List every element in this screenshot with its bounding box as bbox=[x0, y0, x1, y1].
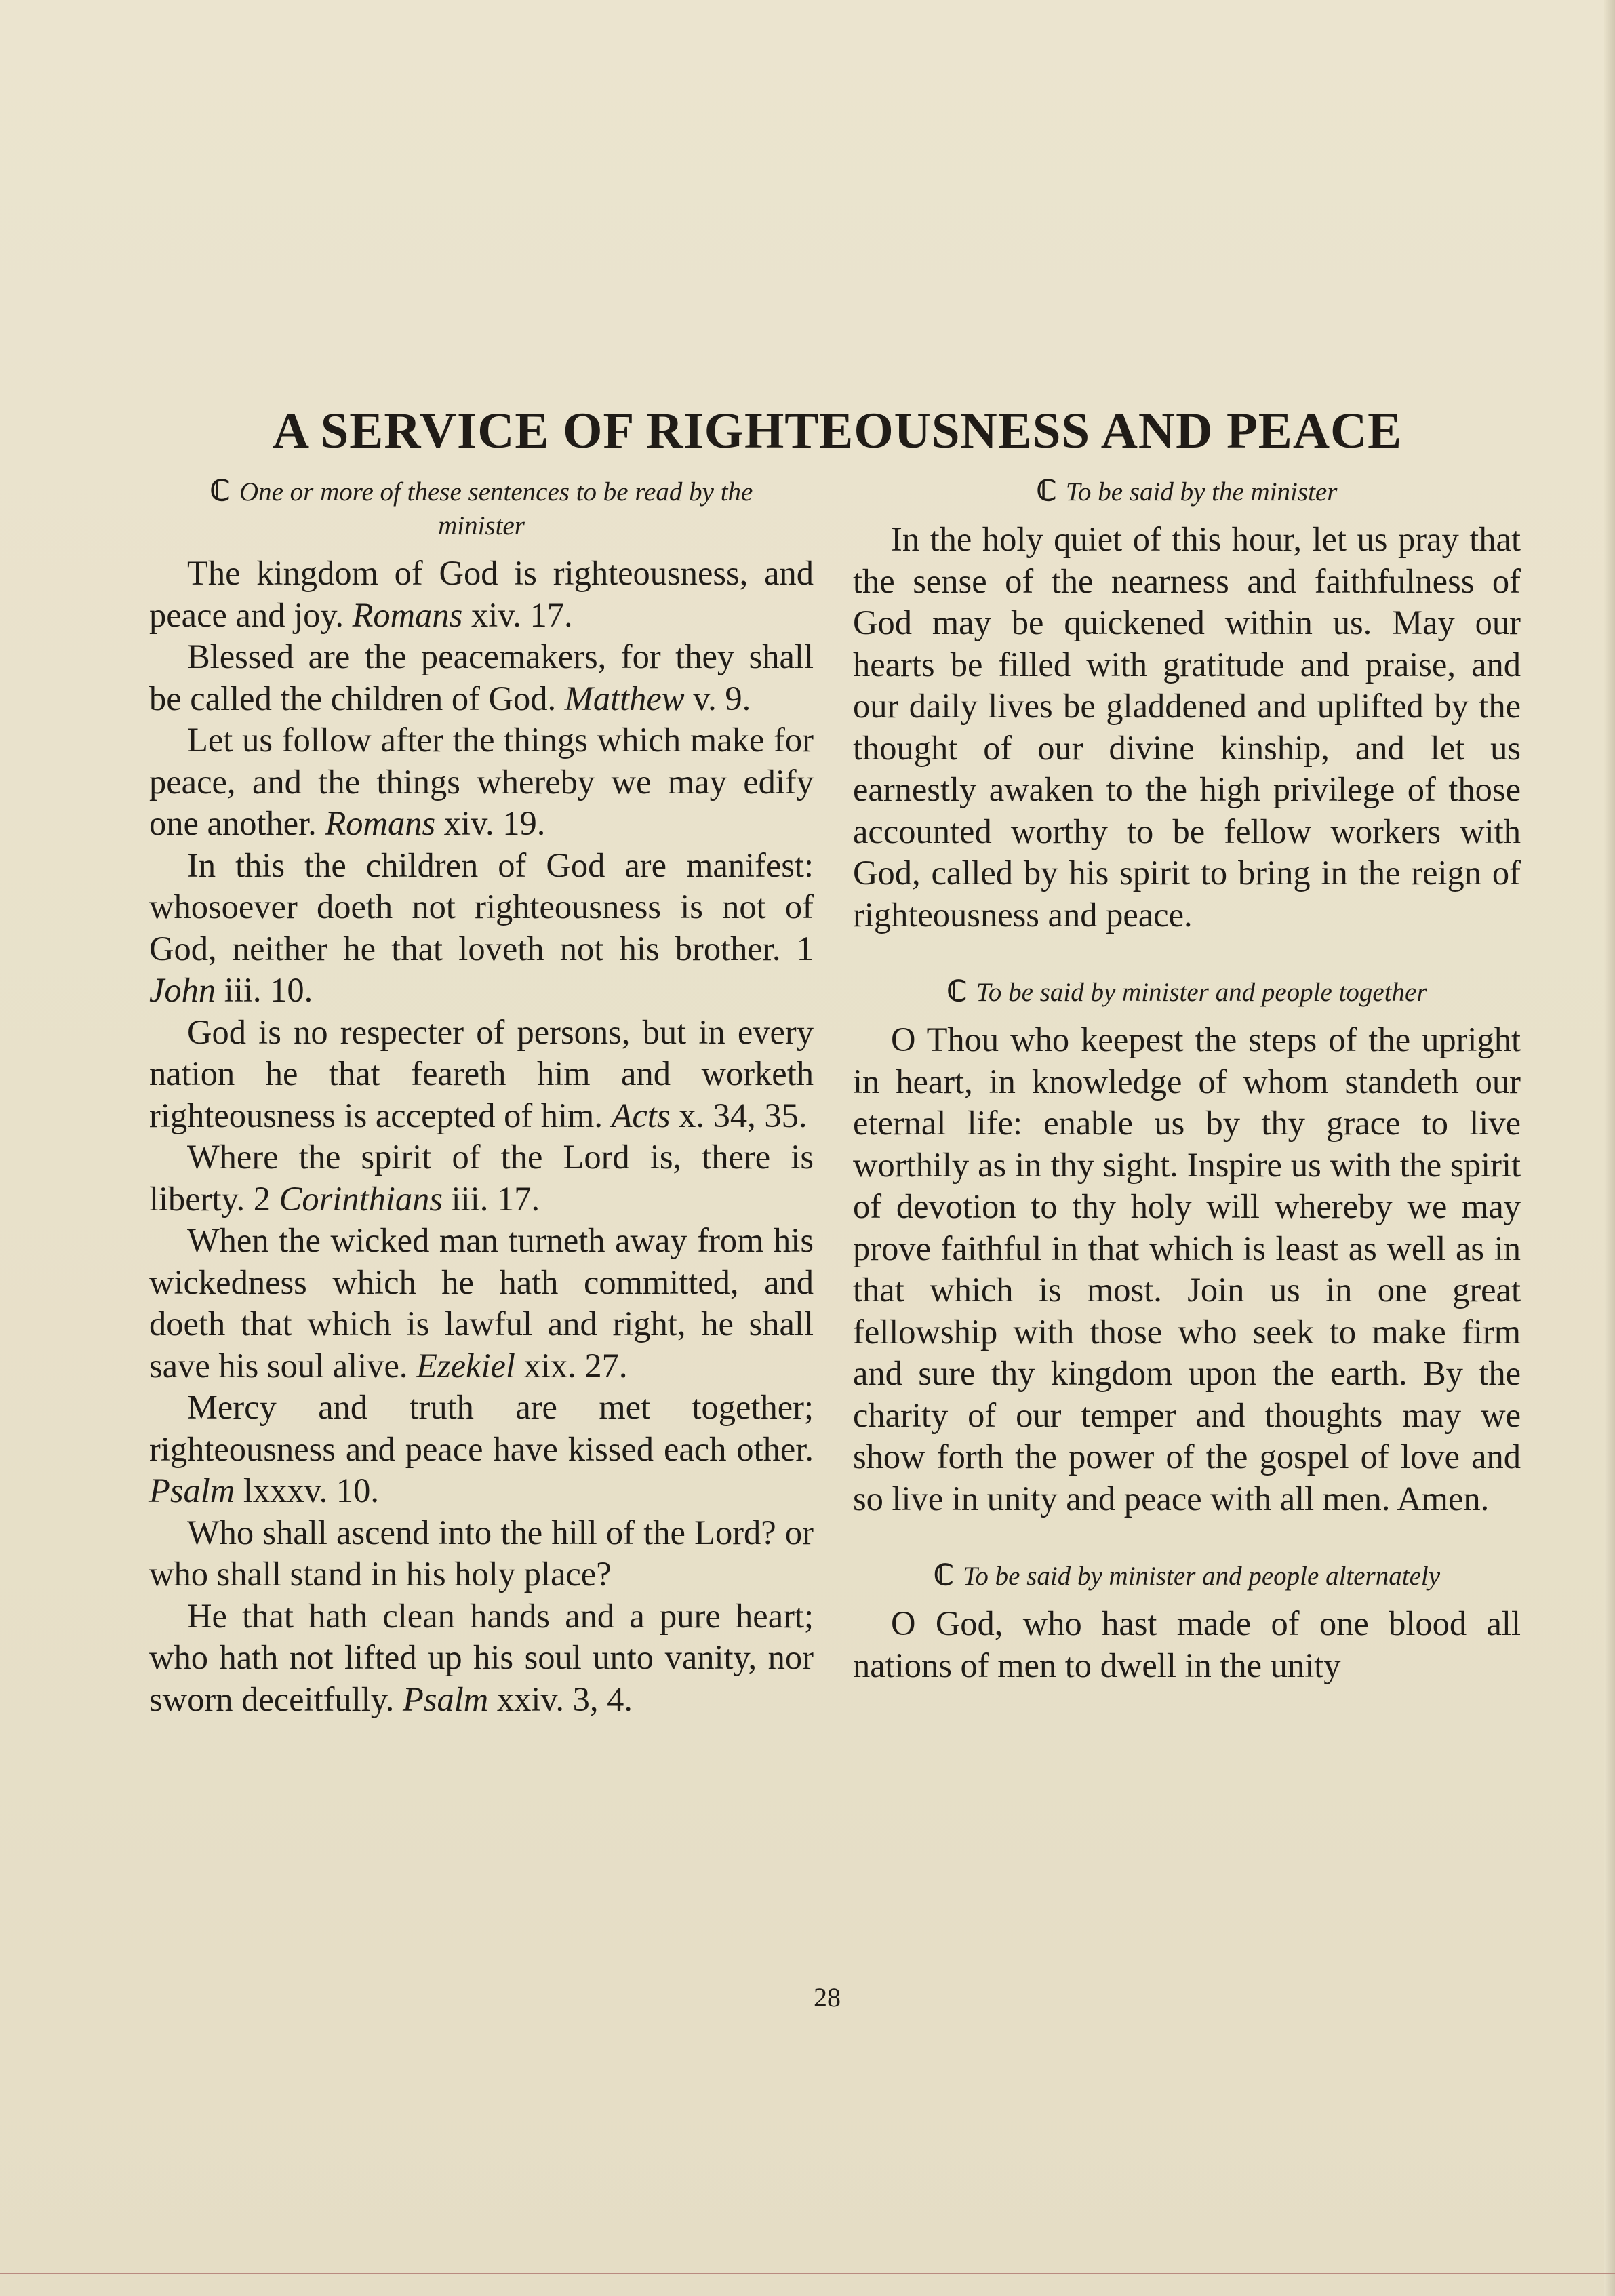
rubric-mark-icon: ℂ bbox=[1036, 476, 1056, 507]
rubric-mark-icon: ℂ bbox=[210, 476, 230, 507]
ref-book: John bbox=[149, 971, 216, 1009]
ref-book: Ezekiel bbox=[416, 1346, 515, 1385]
rubric-sentences bbox=[149, 475, 814, 543]
sentence-2: Blessed are the peacemakers, for they shall be called the children of God. Matthew v. 9. bbox=[149, 637, 814, 717]
rubric-text: To be said by minister and people alternately bbox=[963, 1562, 1441, 1591]
rubric-together bbox=[853, 975, 1521, 1010]
prayer-minister: In the holy quiet of this hour, let us pray that the sense of the nearness and faithfulness of God may be quickened within us. May our hearts be filled with gratitude and praise, and our daily lives be gladdened and uplifted by the thought of our divine kinship, and let us earnestly awaken to the high privilege of those accounted worthy to be fellow workers with God, called by his spirit to bring in the reign of righteousness and peace. bbox=[853, 520, 1521, 934]
ref-book: Romans bbox=[352, 595, 463, 634]
prayer-alternately: O God, who hast made of one blood all nations of men to dwell in the unity bbox=[853, 1604, 1521, 1684]
sentence-8: Mercy and truth are met together; righteousness and peace have kissed each other. Psalm lxxxv. 10. bbox=[149, 1388, 814, 1509]
ref-book: Romans bbox=[325, 804, 436, 842]
sentence-10: He that hath clean hands and a pure heart; who hath not lifted up his soul unto vanity, nor sworn deceitfully. Psalm xxiv. 3, 4. bbox=[149, 1596, 814, 1718]
sentence-5: God is no respecter of persons, but in every nation he that feareth him and worketh righteousness is accepted of him. Acts x. 34, 35. bbox=[149, 1012, 814, 1134]
ref-book: Matthew bbox=[564, 679, 685, 717]
prayer-together: O Thou who keepest the steps of the upright in heart, in knowledge of whom standeth our eternal life: enable us by thy grace to live worthily as in thy sight. Inspire us with the spirit of devotion to thy holy will whereby we may prove faithful in that which is least as well as in that which is most. Join us in one great fellowship with those who seek to make firm and sure thy kingdom upon the earth. By the charity of our temper and thoughts may we show forth the power of the gospel of love and so live in unity and peace with all men. Amen. bbox=[853, 1021, 1521, 1518]
ref-book: Psalm bbox=[149, 1471, 235, 1509]
page-edge bbox=[1604, 0, 1615, 2296]
rubric-mark-icon: ℂ bbox=[933, 1560, 954, 1591]
sentence-3: Let us follow after the things which make for peace, and the things whereby we may edify one another. Romans xiv. 19. bbox=[149, 721, 814, 842]
ref-cite: x. 34, 35. bbox=[679, 1096, 808, 1134]
ref-prefix: 2 bbox=[253, 1179, 271, 1218]
sentence-1: The kingdom of God is righteousness, and peace and joy. Romans xiv. 17. bbox=[149, 554, 814, 634]
rubric-text: To be said by the minister bbox=[1065, 477, 1338, 507]
ref-book: Acts bbox=[611, 1096, 671, 1134]
page-title: A SERVICE OF RIGHTEOUSNESS AND PEACE bbox=[272, 403, 1403, 460]
ref-cite: xix. 27. bbox=[523, 1346, 628, 1385]
rubric-mark-icon: ℂ bbox=[946, 976, 967, 1008]
rubric-minister bbox=[853, 475, 1521, 509]
right-column bbox=[853, 475, 1521, 1686]
page-number: 28 bbox=[814, 1982, 841, 2013]
ref-book: Psalm bbox=[402, 1680, 489, 1718]
sentence-6: Where the spirit of the Lord is, there is liberty. 2 Corinthians iii. 17. bbox=[149, 1138, 814, 1218]
ref-cite: xiv. 19. bbox=[443, 804, 546, 842]
ref-cite: xiv. 17. bbox=[471, 595, 573, 634]
ref-cite: v. 9. bbox=[693, 679, 751, 717]
ref-cite: lxxxv. 10. bbox=[243, 1471, 380, 1509]
ref-book: Corinthians bbox=[279, 1179, 443, 1218]
left-column bbox=[149, 475, 814, 1720]
rubric-alternately bbox=[853, 1559, 1521, 1594]
sentence-4: In this the children of God are manifest: whosoever doeth not righteousness is not of God, neither he that loveth not his brother. 1 John iii. 10. bbox=[149, 846, 814, 1009]
ref-cite: iii. 10. bbox=[224, 971, 313, 1009]
rubric-text: One or more of these sentences to be read by the minister bbox=[239, 477, 753, 540]
sentence-9: Who shall ascend into the hill of the Lord? or who shall stand in his holy place? bbox=[149, 1513, 814, 1593]
ref-prefix: 1 bbox=[796, 929, 814, 968]
rubric-text: To be said by minister and people together bbox=[976, 978, 1427, 1007]
ref-cite: xxiv. 3, 4. bbox=[496, 1680, 633, 1718]
bottom-rule bbox=[0, 2273, 1615, 2274]
sentence-7: When the wicked man turneth away from his wickedness which he hath committed, and doeth that which is lawful and right, he shall save his soul alive. Ezekiel xix. 27. bbox=[149, 1221, 814, 1385]
ref-cite: iii. 17. bbox=[451, 1179, 540, 1218]
